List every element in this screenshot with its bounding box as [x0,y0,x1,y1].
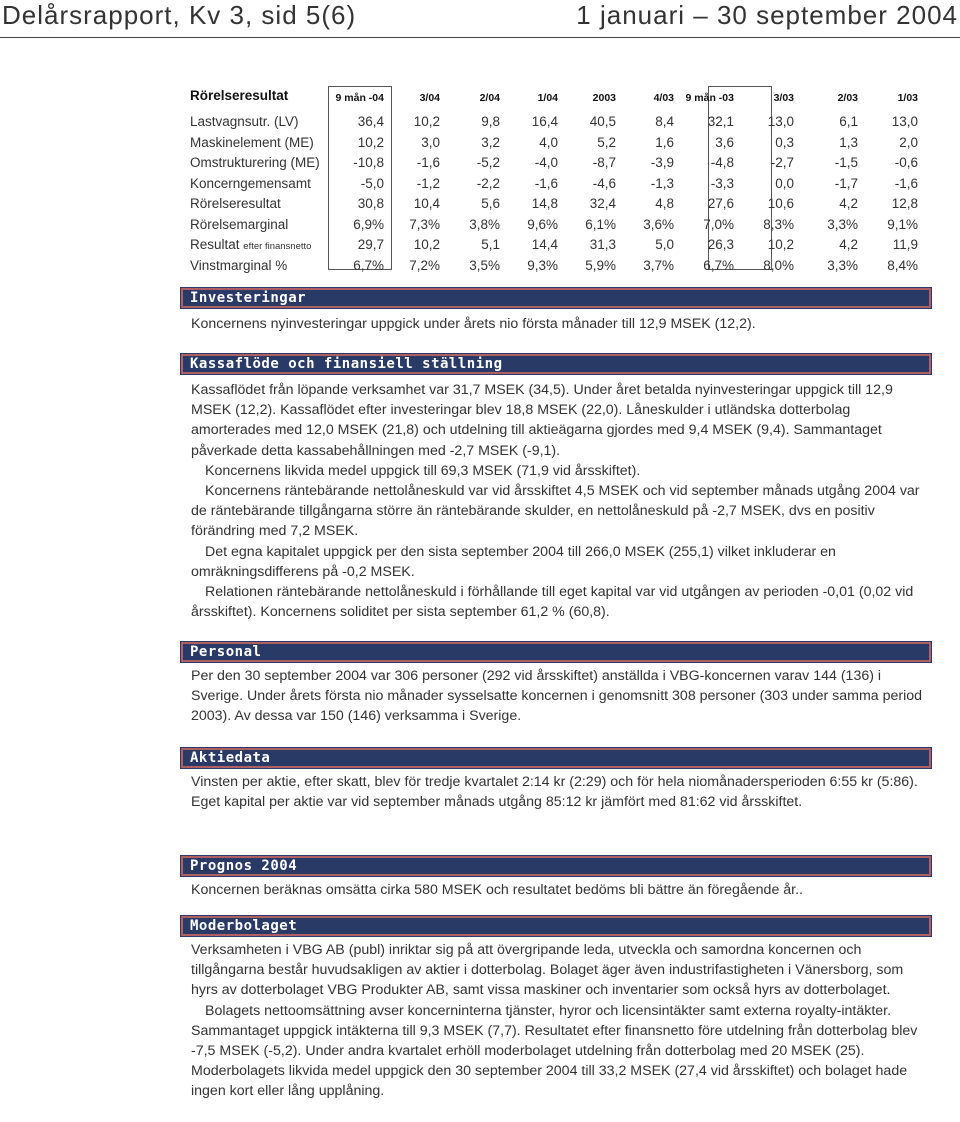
row-label: Omstrukturering (ME) [190,155,320,170]
table-cell: 13,0 [767,114,794,129]
table-title: Rörelseresultat [190,88,289,103]
table-cell: 0,0 [775,175,794,191]
table-row [188,153,928,174]
table-cell: -3,3 [710,175,734,191]
section-moderbolaget [181,916,931,1102]
table-cell: 10,2 [767,237,794,252]
table-cell: -1,5 [834,155,858,170]
section-investeringar [181,288,931,334]
table-cell: 5,2 [597,134,616,150]
paragraph: Relationen räntebärande nettolåneskuld i förhållande till eget kapital var vid utgången av perioden -0,01 (0,02 vid årsskiftet). Koncernens soliditet per sista september 61,2 % (60,8). [191,584,914,621]
section-heading-text: Prognos 2004 [190,858,298,874]
table-header-row [188,86,928,110]
header-rule [0,37,960,38]
report-title: Delårsrapport, Kv 3, sid 5(6) [2,0,357,30]
table-cell: 3,0 [421,134,440,150]
table-cell: 32,1 [707,114,734,129]
table-cell: 12,8 [891,196,918,211]
table-row [188,256,928,277]
table-cell: -1,7 [834,175,858,191]
table-row [188,215,928,236]
table-cell: 6,7% [353,257,384,273]
table-cell: 9,8 [481,114,500,129]
table-cell: 2,0 [899,134,918,150]
table-cell: 5,9% [585,257,616,273]
table-cell: 14,4 [531,237,558,252]
table-cell: 6,1 [839,114,858,129]
section-heading-text: Moderbolaget [190,918,298,934]
paragraph: Det egna kapitalet uppgick per den sista september 2004 till 266,0 MSEK (255,1) vilket inkluderar en omräkningsdifferens på -0,2 MSEK. [191,543,836,580]
table-cell: 0,3 [775,134,794,150]
table-cell: 3,7% [643,257,674,273]
table-cell: 1,3 [839,134,858,150]
table-cell: -5,0 [360,175,384,191]
paragraph: Verksamheten i VBG AB (publ) inriktar sig på att övergripande leda, utveckla och samordna koncernen och tillgångarna består huvudsakligen av aktier i dotterbolag. Bolaget äger även industrifastigheten i Vänersborg, som hyrs av dotterbolaget VBG Produkter AB, samt vissa maskiner och inventarier som också hyrs av dotterbolaget. [191,942,904,999]
table-cell: 11,9 [892,237,918,252]
table-cell: 31,3 [589,237,616,252]
table-cell: 27,6 [707,196,734,211]
table-cell: 4,2 [839,237,858,252]
table-cell: 7,2% [409,257,440,273]
table-cell: -2,7 [770,155,794,170]
section-heading-text: Investeringar [190,290,307,306]
table-cell: 8,4% [887,257,918,273]
table-cell: -4,0 [534,155,558,170]
table-cell: 16,4 [531,114,558,129]
section-heading [181,288,931,308]
table-cell: 40,5 [589,114,616,129]
table-cell: 3,3% [827,216,858,232]
table-cell: 7,3% [409,216,440,232]
table-cell: -1,6 [416,155,440,170]
table-cell: 3,5% [469,257,500,273]
col-header: 1/04 [537,92,558,104]
table-cell: 10,2 [413,237,440,252]
table-cell: -3,9 [650,155,674,170]
paragraph: Kassaflödet från löpande verksamhet var 31,7 MSEK (34,5). Under året betalda nyinvesteringar uppgick till 12,9 MSEK (12,2). Kassaflödet efter investeringar blev 18,8 MSEK (22,0). Låneskulder i utländska dotterbolag amorterades med 12,0 MSEK (21,8) och utdelning till aktieägarna gjordes med 9,4 MSEK (9,4). Sammantaget påverkade detta kassabehållningen med -2,7 MSEK (-9,1). [191,382,893,459]
table-cell: -10,8 [353,155,384,170]
table-cell: -2,2 [476,175,500,191]
col-header: 9 mån -04 [335,92,384,104]
table-cell: 9,1% [887,216,918,232]
table-cell: 4,0 [539,134,558,150]
report-period: 1 januari – 30 september 2004 [576,0,958,30]
table-cell: -1,6 [534,175,558,191]
table-cell: -1,2 [416,175,440,191]
table-cell: 36,4 [357,114,384,129]
paragraph: Per den 30 september 2004 var 306 personer (292 vid årsskiftet) anställda i VBG-koncernen varav 144 (136) i Sverige. Under årets första nio månader sysselsatte koncernen i genomsnitt 308 personer (303 under samma period 2003). Av dessa var 150 (146) verksamma i Sverige. [191,668,923,725]
section-heading [181,916,931,936]
table-cell: 4,8 [655,196,674,211]
operating-result-table [188,86,928,276]
table-cell: 3,6% [643,216,674,232]
col-header: 9 mån -03 [685,92,734,104]
table-cell: 6,1% [585,216,616,232]
table-cell: -4,8 [710,155,734,170]
col-header: 2003 [592,92,616,104]
table-cell: 8,4 [655,114,674,129]
paragraph: Koncernens likvida medel uppgick till 69,3 MSEK (71,9 vid årsskiftet). [205,462,641,479]
row-label: Lastvagnsutr. (LV) [190,114,299,129]
table-cell: 5,1 [481,237,500,252]
section-kassaflode [181,354,931,622]
row-label: Rörelsemarginal [190,216,289,232]
col-header: 1/03 [897,92,918,104]
table-row [188,112,928,133]
table-cell: 1,6 [655,134,674,150]
table-cell: 3,6 [715,134,734,150]
row-label: Koncerngemensamt [190,175,311,191]
section-heading [181,748,931,768]
section-heading-text: Aktiedata [190,750,271,766]
table-cell: 30,8 [357,196,384,211]
paragraph: Koncernens nyinvesteringar uppgick under årets nio första månader till 12,9 MSEK (12,2). [191,316,756,332]
table-cell: -0,6 [894,155,918,170]
row-label-small: efter finansnetto [243,241,312,252]
section-prognos [181,856,931,900]
section-heading-text: Personal [190,644,262,660]
table-cell: 6,9% [353,216,384,232]
section-heading-text: Kassaflöde och finansiell ställning [190,356,503,372]
paragraph: Vinsten per aktie, efter skatt, blev för tredje kvartalet 2:14 kr (2:29) och för hela niomånadersperioden 6:55 kr (5:86). Eget kapital per aktie var vid september månads utgång 85:12 kr jämfört med 81:62 vid årsskiftet. [191,774,918,811]
table-row [188,194,928,215]
table-cell: -1,3 [650,175,674,191]
col-header: 4/03 [653,92,674,104]
section-heading [181,642,931,662]
table-cell: 13,0 [891,114,918,129]
table-cell: 8,0% [763,257,794,273]
row-label: Rörelseresultat [190,196,281,211]
table-cell: 9,3% [527,257,558,273]
section-aktiedata [181,748,931,812]
table-cell: 10,2 [413,114,440,129]
table-cell: 6,7% [703,257,734,273]
table-cell: -5,2 [476,155,500,170]
col-header: 3/03 [773,92,794,104]
paragraph: Bolagets nettoomsättning avser koncerninterna tjänster, hyror och licensintäkter samt externa royalty-intäkter. Sammantaget uppgick intäkterna till 9,3 MSEK (7,7). Resultatet efter finansnetto före utdelning från dotterbolag blev -7,5 MSEK (-5,2). Under andra kvartalet erhöll moderbolaget utdelning från dotterbolag med 20 MSEK (25). Moderbolagets likvida medel uppgick den 30 september 2004 till 33,2 MSEK (27,4 vid årsskiftet) och bolaget hade ingen kort eller lång upplåning. [191,1002,918,1100]
table-cell: 7,0% [703,216,734,232]
table-cell: 5,0 [655,237,674,252]
row-label: Maskinelement (ME) [190,134,314,150]
paragraph: Koncernen beräknas omsätta cirka 580 MSEK och resultatet bedöms bli bättre än föregående år.. [191,882,803,898]
table-row [188,174,928,195]
table-row [188,235,928,256]
table-cell: 3,3% [827,257,858,273]
row-label: Vinstmarginal % [190,257,288,273]
table-cell: 4,2 [839,196,858,211]
section-heading [181,354,931,374]
section-personal [181,642,931,727]
row-label-main: Resultat [190,237,240,252]
table-cell: 3,8% [469,216,500,232]
table-cell: 3,2 [481,134,500,150]
section-heading [181,856,931,876]
table-cell: 32,4 [589,196,616,211]
table-cell: -8,7 [592,155,616,170]
col-header: 2/03 [837,92,858,104]
table-cell: 10,2 [357,134,384,150]
table-cell: 26,3 [707,237,734,252]
row-label [190,237,311,252]
paragraph: Koncernens räntebärande nettolåneskuld var vid årsskiftet 4,5 MSEK och vid september månads utgång 2004 var de räntebärande tillgångarna större än räntebärande skulder, en nettolåneskuld på -2,7 MSEK, dvs en positiv förändring med 7,2 MSEK. [191,483,920,540]
table-cell: -1,6 [894,175,918,191]
table-cell: 14,8 [531,196,558,211]
table-cell: 10,6 [767,196,794,211]
table-cell: -4,6 [592,175,616,191]
table-cell: 10,4 [413,196,440,211]
page-header [0,0,960,36]
table-cell: 5,6 [481,196,500,211]
table-cell: 8,3% [763,216,794,232]
col-header: 2/04 [479,92,500,104]
table-row [188,133,928,154]
table-cell: 29,7 [357,237,384,252]
col-header: 3/04 [419,92,440,104]
table-cell: 9,6% [527,216,558,232]
